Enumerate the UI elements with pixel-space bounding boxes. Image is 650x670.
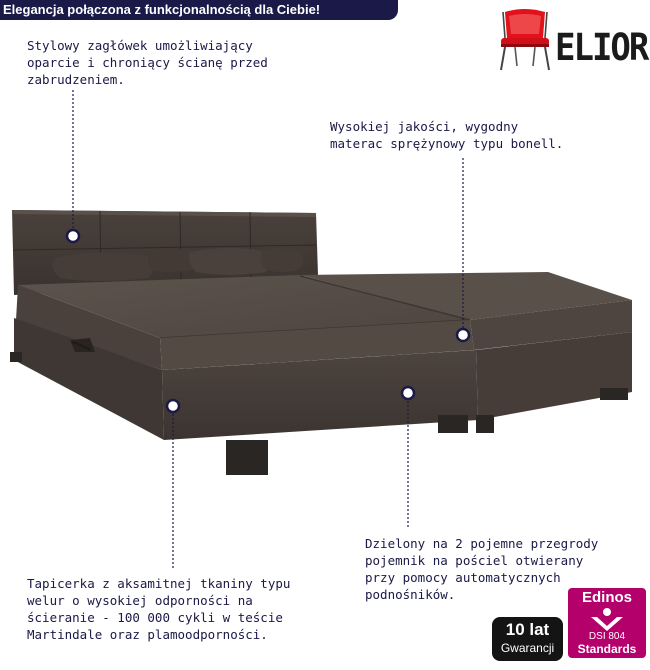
logo-wordmark: ELIOR: [555, 26, 648, 70]
bed-leg: [600, 388, 628, 400]
bed-leg: [476, 415, 494, 433]
warranty-label: Gwarancji: [500, 641, 555, 655]
hotspot-mattress: [457, 329, 469, 341]
annotation-headboard: Stylowy zagłówek umożliwiający oparcie i chroniący ścianę przed zabrudzeniem.: [27, 38, 268, 87]
certification-badge: [568, 588, 646, 658]
hotspot-storage: [402, 387, 414, 399]
header-banner: Elegancja połączona z funkcjonalnością dla Ciebie!: [0, 0, 398, 20]
bed-leg: [226, 440, 268, 475]
warranty-number: 10 lat: [505, 620, 550, 639]
certifier-name: Edinos: [581, 589, 632, 606]
hotspot-upholstery: [167, 400, 179, 412]
certifier-standards: Standards: [577, 642, 637, 656]
annotation-upholstery: Tapicerka z aksamitnej tkaniny typu welur o wysokiej odporności na ścieranie - 100 000 cykli w teście Martindale oraz plamoodporności.: [27, 576, 291, 642]
annotation-storage: Dzielony na 2 pojemne przegrody pojemnik na pościel otwierany przy pomocy automatycznych podnośników.: [365, 536, 599, 602]
warranty-badge: [492, 617, 563, 661]
certifier-code: DSI 804: [588, 631, 626, 642]
hotspot-headboard: [67, 230, 79, 242]
pillow-left: [52, 252, 153, 281]
annotation-mattress: Wysokiej jakości, wygodny materac sprężynowy typu bonell.: [330, 119, 564, 151]
person-icon: [587, 607, 627, 631]
pillow-right: [189, 248, 271, 275]
bed-leg: [438, 415, 468, 433]
